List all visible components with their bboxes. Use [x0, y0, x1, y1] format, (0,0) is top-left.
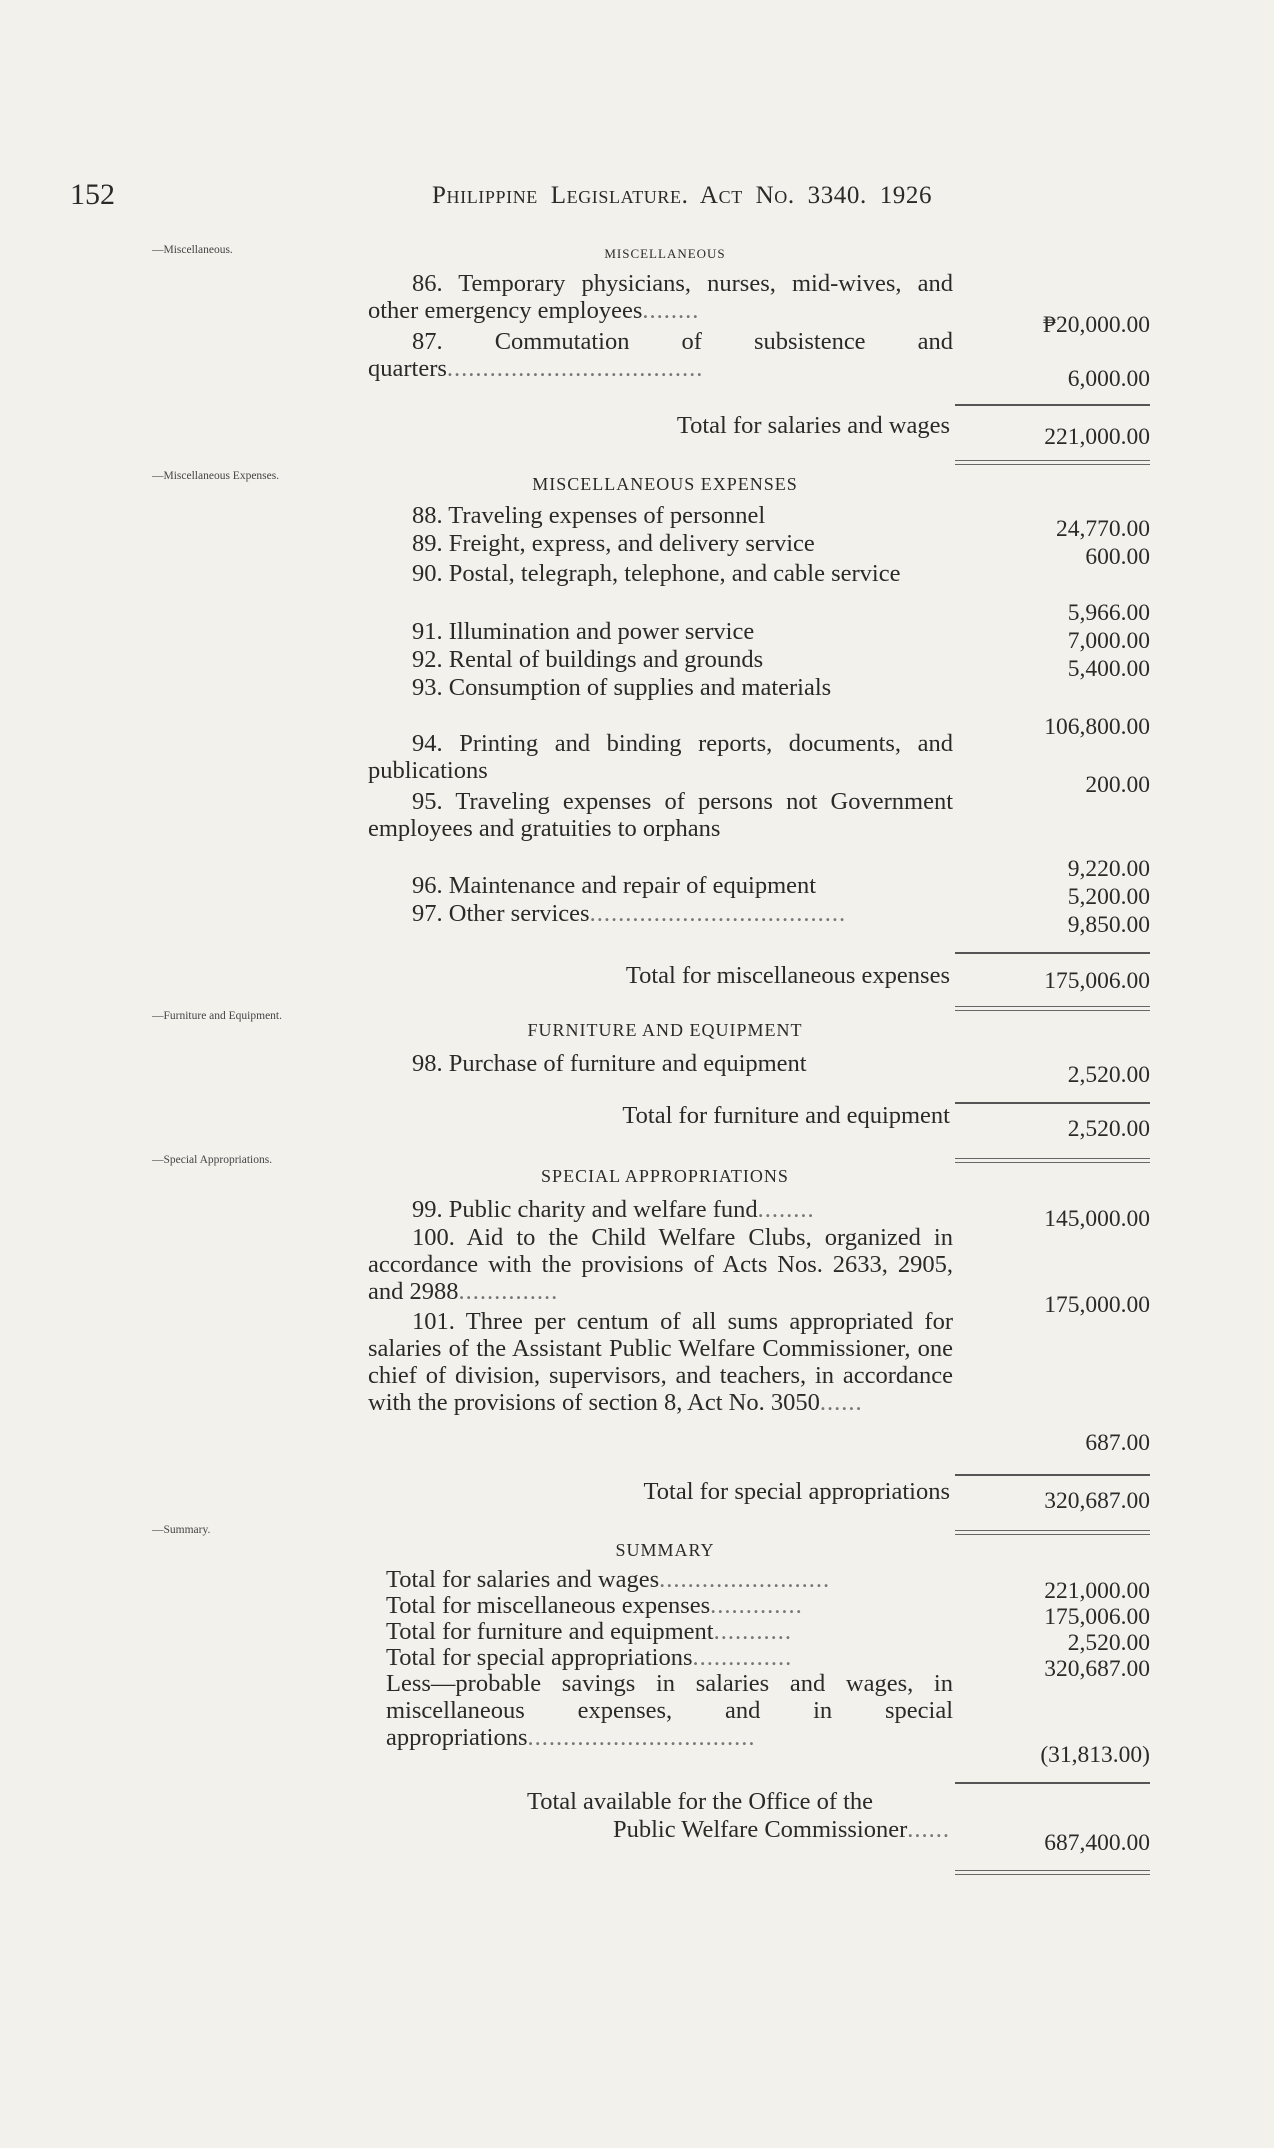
summary-line-savings: Less—probable savings in salaries and wages, in miscellaneous expenses, and in special appropriations................................	[386, 1670, 953, 1751]
summary-amount-savings: (31,813.00)	[1040, 1742, 1150, 1768]
total-label-special: Total for special appropriations	[643, 1478, 950, 1505]
item-91: 91. Illumination and power service	[412, 618, 755, 645]
margin-note-summary: —Summary.	[152, 1524, 211, 1536]
rule	[955, 1782, 1150, 1784]
double-rule	[955, 1158, 1150, 1163]
margin-note-miscellaneous: —Miscellaneous.	[152, 244, 233, 256]
amount-88: 24,770.00	[1056, 516, 1150, 542]
total-salaries: 221,000.00	[1044, 424, 1150, 450]
amount-96: 5,200.00	[1067, 884, 1150, 910]
item-87: 87. Commutation of subsistence and quarters....................................	[368, 328, 953, 382]
amount-93: 106,800.00	[1044, 714, 1150, 740]
item-92: 92. Rental of buildings and grounds	[412, 646, 764, 673]
total-available-label-2: Public Welfare Commissioner......	[612, 1816, 950, 1843]
heading-summary: SUMMARY	[615, 1540, 715, 1560]
item-96: 96. Maintenance and repair of equipment	[412, 872, 817, 899]
page-number: 152	[70, 178, 115, 211]
summary-line-misc: Total for miscellaneous expenses.............	[386, 1592, 803, 1619]
double-rule	[955, 1530, 1150, 1535]
total-label-furniture: Total for furniture and equipment	[622, 1102, 950, 1129]
summary-line-special: Total for special appropriations..............	[386, 1644, 793, 1671]
amount-86: ₱20,000.00	[1042, 312, 1150, 338]
total-special: 320,687.00	[1044, 1488, 1150, 1514]
total-available: 687,400.00	[1044, 1830, 1150, 1856]
item-93: 93. Consumption of supplies and materials	[412, 674, 832, 701]
rule	[955, 404, 1150, 406]
margin-note-special: —Special Appropriations.	[152, 1154, 273, 1166]
heading-special: SPECIAL APPROPRIATIONS	[541, 1166, 789, 1186]
margin-note-misc-expenses: —Miscellaneous Expenses.	[152, 470, 280, 482]
amount-90: 5,966.00	[1067, 600, 1150, 626]
summary-amount-furniture: 2,520.00	[1067, 1630, 1150, 1656]
item-98: 98. Purchase of furniture and equipment	[412, 1050, 807, 1077]
item-99: 99. Public charity and welfare fund........	[412, 1196, 815, 1223]
item-89: 89. Freight, express, and delivery service	[412, 530, 815, 557]
summary-amount-salaries: 221,000.00	[1044, 1578, 1150, 1604]
margin-note-furniture: —Furniture and Equipment.	[152, 1010, 282, 1022]
summary-amount-misc: 175,006.00	[1044, 1604, 1150, 1630]
heading-misc-expenses: MISCELLANEOUS EXPENSES	[532, 474, 798, 494]
total-available-label-1: Total available for the Office of the	[526, 1788, 874, 1815]
total-label-salaries: Total for salaries and wages	[676, 412, 950, 439]
heading-furniture: FURNITURE AND EQUIPMENT	[527, 1020, 803, 1040]
summary-line-furniture: Total for furniture and equipment...........	[386, 1618, 792, 1645]
summary-amount-special: 320,687.00	[1044, 1656, 1150, 1682]
amount-95: 9,220.00	[1067, 856, 1150, 882]
item-100: 100. Aid to the Child Welfare Clubs, organized in accordance with the provisions of Acts Nos. 2633, 2905, and 2988..............	[368, 1224, 953, 1305]
amount-98: 2,520.00	[1067, 1062, 1150, 1088]
rule	[955, 1474, 1150, 1476]
running-head: Philippine Legislature. Act No. 3340. 1926	[432, 182, 933, 209]
double-rule	[955, 1006, 1150, 1011]
item-94: 94. Printing and binding reports, documents, and publications	[368, 730, 953, 784]
summary-line-salaries: Total for salaries and wages........................	[386, 1566, 831, 1593]
item-97: 97. Other services....................................	[412, 900, 847, 927]
amount-91: 7,000.00	[1067, 628, 1150, 654]
amount-94: 200.00	[1085, 772, 1150, 798]
amount-87: 6,000.00	[1067, 366, 1150, 392]
amount-101: 687.00	[1085, 1430, 1150, 1456]
item-101: 101. Three per centum of all sums appropriated for salaries of the Assistant Public Welfare Commissioner, one chief of division, supervisors, and teachers, in accordance with the provisions of section 8, Act No. 3050......	[368, 1308, 953, 1416]
amount-100: 175,000.00	[1044, 1292, 1150, 1318]
item-95: 95. Traveling expenses of persons not Government employees and gratuities to orphans	[368, 788, 953, 842]
item-88: 88. Traveling expenses of personnel	[412, 502, 766, 529]
amount-99: 145,000.00	[1044, 1206, 1150, 1232]
total-furniture: 2,520.00	[1067, 1116, 1150, 1142]
total-label-misc: Total for miscellaneous expenses	[625, 962, 950, 989]
heading-miscellaneous: MISCELLANEOUS	[604, 246, 726, 261]
double-rule	[955, 1870, 1150, 1875]
amount-92: 5,400.00	[1067, 656, 1150, 682]
amount-97: 9,850.00	[1067, 912, 1150, 938]
double-rule	[955, 460, 1150, 465]
item-86: 86. Temporary physicians, nurses, mid-wives, and other emergency employees........	[368, 270, 953, 324]
amount-89: 600.00	[1085, 544, 1150, 570]
rule	[955, 1102, 1150, 1104]
rule	[955, 952, 1150, 954]
item-90: 90. Postal, telegraph, telephone, and cable service	[412, 560, 901, 587]
total-misc: 175,006.00	[1044, 968, 1150, 994]
